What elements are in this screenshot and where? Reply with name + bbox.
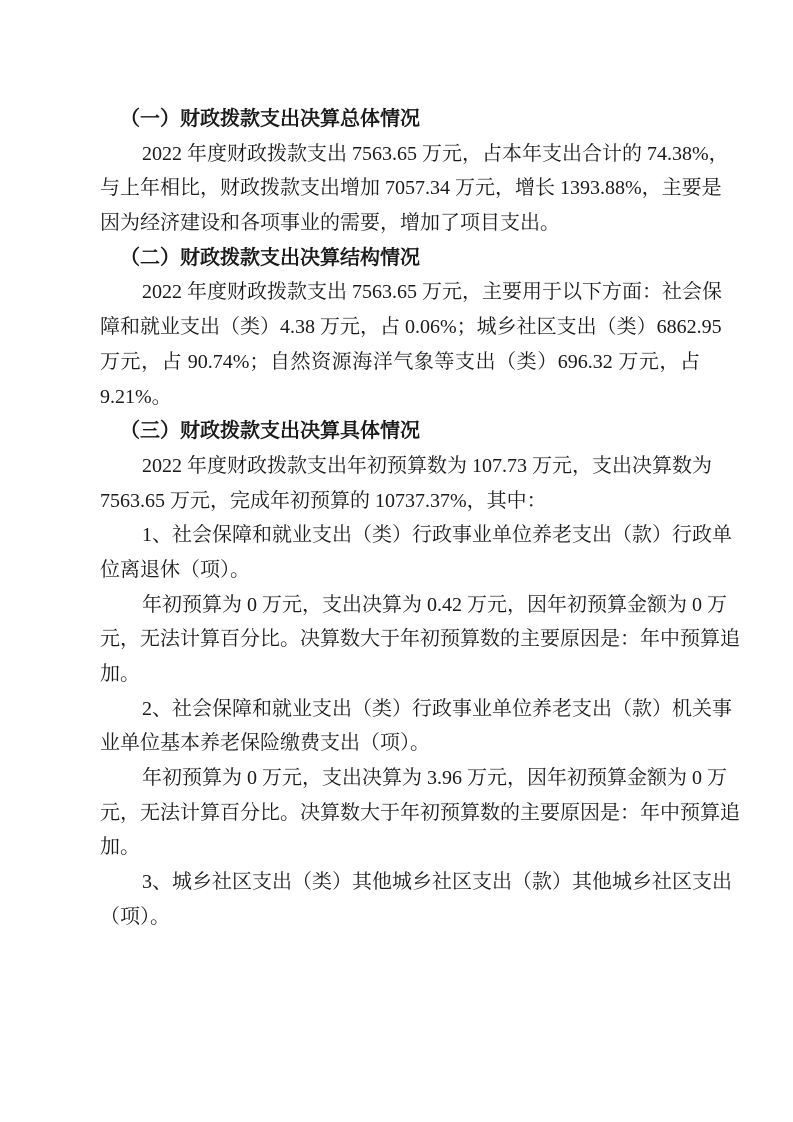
paragraph-line: 元，无法计算百分比。决算数大于年初预算数的主要原因是：年中预算追 [100,801,740,824]
paragraph [100,692,732,761]
paragraph-line: 2022 年度财政拨款支出 7563.65 万元，占本年支出合计的 74.38%， [142,142,729,165]
section-heading [100,414,700,449]
paragraph-line: 障和就业支出（类）4.38 万元，占 0.06%；城乡社区支出（类）6862.95 [100,316,722,339]
heading-text: （二）财政拨款支出决算结构情况 [120,246,420,269]
paragraph [100,588,740,692]
heading-text: （一）财政拨款支出决算总体情况 [120,108,420,130]
paragraph-line: 元，无法计算百分比。决算数大于年初预算数的主要原因是：年中预算追 [100,628,740,651]
paragraph-line: 因为经济建设和各项事业的需要，增加了项目支出。 [100,212,560,235]
paragraph-line: 年初预算为 0 万元，支出决算为 0.42 万元，因年初预算金额为 0 万 [142,593,727,616]
paragraph-line: 位离退休（项）。 [100,558,250,581]
heading-text: （三）财政拨款支出决算具体情况 [120,420,420,443]
section-heading [100,102,700,137]
paragraph-line: 年初预算为 0 万元，支出决算为 3.96 万元，因年初预算金额为 0 万 [142,767,727,790]
section-heading [100,241,700,276]
paragraph-line: 9.21%。 [100,385,172,408]
paragraph-line: 2、社会保障和就业支出（类）行政事业单位养老支出（款）机关事 [142,697,732,720]
paragraph-line: 加。 [100,836,140,859]
paragraph [100,865,732,934]
paragraph-line: 加。 [100,663,140,685]
paragraph-line: 1、社会保障和就业支出（类）行政事业单位养老支出（款）行政单 [142,524,732,547]
paragraph-line: （项）。 [100,905,170,928]
paragraph-line: 2022 年度财政拨款支出 7563.65 万元，主要用于以下方面：社会保 [142,281,722,304]
paragraph [100,761,740,865]
document-body [100,102,740,935]
paragraph [100,275,722,414]
paragraph [100,518,732,587]
paragraph [100,137,729,241]
paragraph [100,449,712,518]
paragraph-line: 业单位基本养老保险缴费支出（项）。 [100,732,430,755]
paragraph-line: 万元，占 90.74%；自然资源海洋气象等支出（类）696.32 万元，占 [100,350,700,373]
paragraph-line: 3、城乡社区支出（类）其他城乡社区支出（款）其他城乡社区支出 [142,871,732,894]
paragraph-line: 7563.65 万元，完成年初预算的 10737.37%，其中： [100,489,547,512]
paragraph-line: 与上年相比，财政拨款支出增加 7057.34 万元，增长 1393.88%，主要是 [100,177,722,200]
paragraph-line: 2022 年度财政拨款支出年初预算数为 107.73 万元，支出决算数为 [142,454,712,477]
